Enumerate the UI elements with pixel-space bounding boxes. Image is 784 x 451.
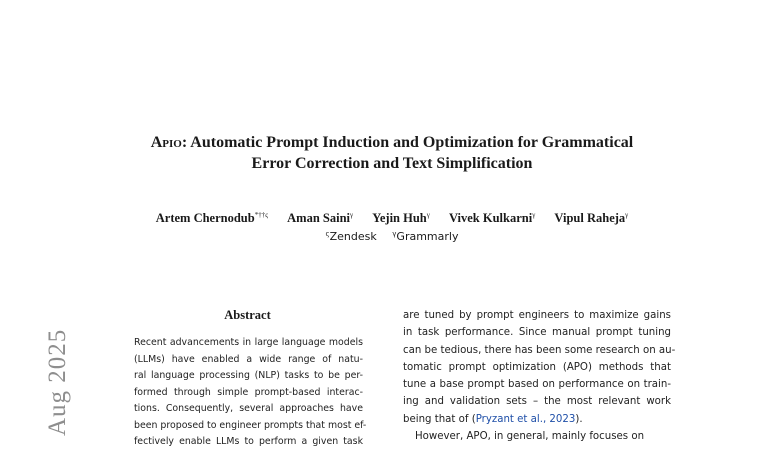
- abstract-line: tions. Consequently, several approaches have: [134, 403, 363, 414]
- author-name: Aman Saini: [287, 211, 350, 225]
- abstract-body: [134, 335, 367, 451]
- author-name: Yejin Huh: [372, 211, 427, 225]
- body-line: tune a base prompt based on performance on train-: [403, 379, 671, 391]
- title-line-1: [0, 132, 784, 153]
- body-line: are tuned by prompt engineers to maximize gains: [403, 310, 671, 321]
- author-marks: γ: [350, 211, 354, 219]
- body-line: tomatic prompt optimization (APO) methods that: [403, 361, 671, 373]
- title-system-name: Apio: [150, 134, 182, 151]
- paragraph-start-line: However, APO, in general, mainly focuses on: [415, 431, 645, 443]
- intro-body: [403, 307, 676, 445]
- abstract-line: fectively enable LLMs to perform a given task: [134, 436, 363, 447]
- abstract-heading: Abstract: [224, 308, 271, 322]
- author-marks: γ: [426, 211, 430, 219]
- body-line: can be tedious, there has been some research on au-: [403, 344, 676, 356]
- title-line-2: Error Correction and Text Simplification: [251, 155, 533, 172]
- author: [554, 207, 628, 226]
- author-marks: γ: [625, 211, 629, 219]
- author: [372, 207, 430, 226]
- body-line: [403, 411, 671, 428]
- paper-title: [0, 132, 784, 174]
- body-text: being that of (: [403, 413, 476, 425]
- author-name: Vivek Kulkarni: [448, 211, 533, 225]
- body-line: in task performance. Since manual prompt tuning: [403, 327, 671, 339]
- body-text: ).: [575, 413, 583, 425]
- affiliation-name: Grammarly: [396, 230, 459, 243]
- abstract-line: formed through simple prompt-based interac-: [134, 386, 363, 398]
- author: [449, 207, 535, 226]
- author: [156, 207, 268, 226]
- arxiv-side-stamp: [34, 318, 82, 441]
- author-name: Artem Chernodub: [155, 211, 255, 225]
- citation-link[interactable]: Pryzant et al., 2023: [475, 413, 576, 425]
- affiliations: [0, 226, 784, 245]
- abstract-line: (LLMs) have enabled a wide range of natu-: [134, 353, 363, 365]
- author-name: Vipul Raheja: [554, 211, 626, 225]
- abstract-line: been proposed to engineer prompts that most ef-: [134, 419, 367, 431]
- author: [287, 207, 353, 226]
- affiliation: [392, 230, 458, 243]
- affiliation: [326, 230, 377, 243]
- author-marks: *††ς: [254, 211, 268, 219]
- abstract-line: ral language processing (NLP) tasks to be per-: [134, 370, 363, 381]
- abstract-line: Recent advancements in large language models: [134, 337, 363, 348]
- affiliation-mark: ς: [325, 230, 330, 238]
- author-list: [0, 207, 784, 226]
- affiliation-name: Zendesk: [329, 230, 377, 243]
- affiliation-mark: γ: [392, 230, 397, 238]
- author-marks: γ: [532, 211, 536, 219]
- title-line-1-rest: : Automatic Prompt Induction and Optimization for Grammatical: [181, 134, 634, 151]
- body-line: ing and validation sets – the most relevant work: [403, 396, 671, 408]
- arxiv-date: Aug 2025: [44, 328, 71, 436]
